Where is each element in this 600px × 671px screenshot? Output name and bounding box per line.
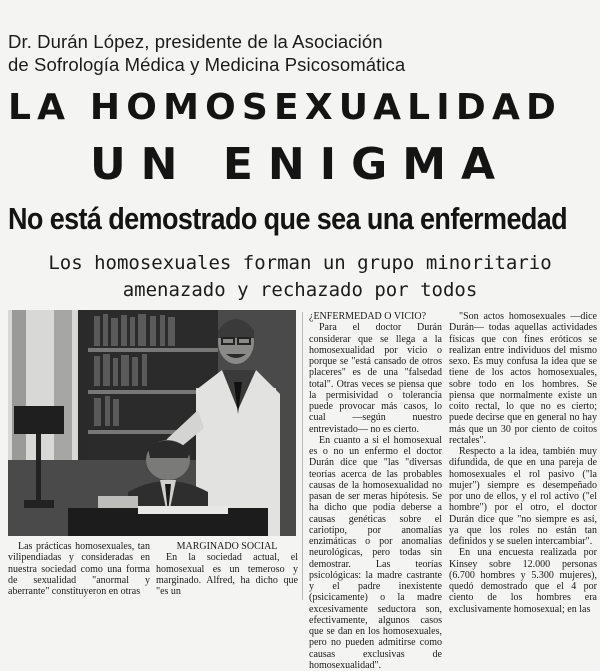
deck: [0, 250, 600, 304]
paragraph: En una encuesta realizada por Kinsey sobre 12.000 personas (6.700 hombres y 5.300 mujeres), quedó demostrado que el 4 por ciento de los hombres era exclusivamente homosexual; en las: [449, 547, 597, 615]
section-subhead: ¿ENFERMEDAD O VICIO?: [309, 311, 427, 322]
kicker-line-2: de Sofrología Médica y Medicina Psicosomática: [8, 54, 406, 75]
headline-line-2: UN ENIGMA: [89, 139, 511, 190]
article-column-bottom-left: [8, 541, 150, 600]
headline-line-1: LA HOMOSEXUALIDAD: [8, 87, 563, 128]
column-rule: [302, 312, 303, 600]
paragraph: Para el doctor Durán considerar que se llega a la homosexualidad por vicio o porque se "está cansado de otros placeres" es de una "falsedad total". Otras veces se piensa que la permisividad o tolerancia puede provocar más casos, lo cual —según nuestro entrevistado— no es cierto.: [309, 322, 442, 435]
paragraph: Respecto a la idea, también muy difundida, de que en una pareja de homosexuales el rol pasivo ("la mujer") siempre es desempeñado por uno de ellos, y el rol activo ("el hombre") por el otro, el doctor Durán dice que "no siempre es así, ya que los roles no están tan definidos y se suelen intercambiar".: [449, 446, 597, 547]
article-column-bottom-right: [156, 541, 298, 600]
paragraph: Las prácticas homosexuales, tan vilipendiadas y consideradas en nuestra sociedad como una forma de sexualidad "anormal y aberrante" constituyeron en otras: [8, 541, 150, 597]
section-subhead: MARGINADO SOCIAL: [176, 541, 278, 552]
paragraph: En cuanto a si el homosexual es o no un enfermo el doctor Durán dice que "las "diversas teorías acerca de las probables causas de la homosexualidad no pasan de ser meras hipótesis. Se ha dicho que podía deberse a causas genéticas sobre el cariotipo, por anomalías enzimáticas o por anomalías neurológicas, pero todas sin demostrar. Las teorías psicológicas: la madre castrante y el padre inexistente (psicicamente) o la madre excesivamente seductora son, efectivamente, algunos casos que se dan en los homosexuales, pero no pueden admitirse como causas exclusivas de homosexualidad".: [309, 434, 442, 671]
article-photo: [8, 310, 296, 536]
deck-line-2: amenazado y rechazado por todos: [122, 279, 478, 301]
article-kicker: [8, 30, 598, 76]
article-column-2: [449, 311, 597, 615]
kicker-line-1: Dr. Durán López, presidente de la Asociación: [8, 31, 383, 52]
subheadline: No está demostrado que sea una enfermedad: [8, 202, 568, 236]
paragraph: "Son actos homosexuales —dice Durán— todas aquellas actividades físicas que con fines eróticos se realizan entre individuos del mismo sexo. Es muy confusa la idea que se tiene de los actos homosexuales, sobre todo en los hombres. Se piensa que normalmente existe un coito rectal, lo que no es cierto; puede decirse que en general no hay más que un 30 por ciento de coitos rectales".: [449, 311, 597, 446]
photo-illustration: [8, 310, 296, 536]
paragraph: En la sociedad actual, el homosexual es un temeroso y marginado. Alfred, ha dicho que "es un: [156, 552, 298, 597]
deck-line-1: Los homosexuales forman un grupo minoritario: [48, 252, 552, 274]
article-column-1: [309, 311, 442, 671]
